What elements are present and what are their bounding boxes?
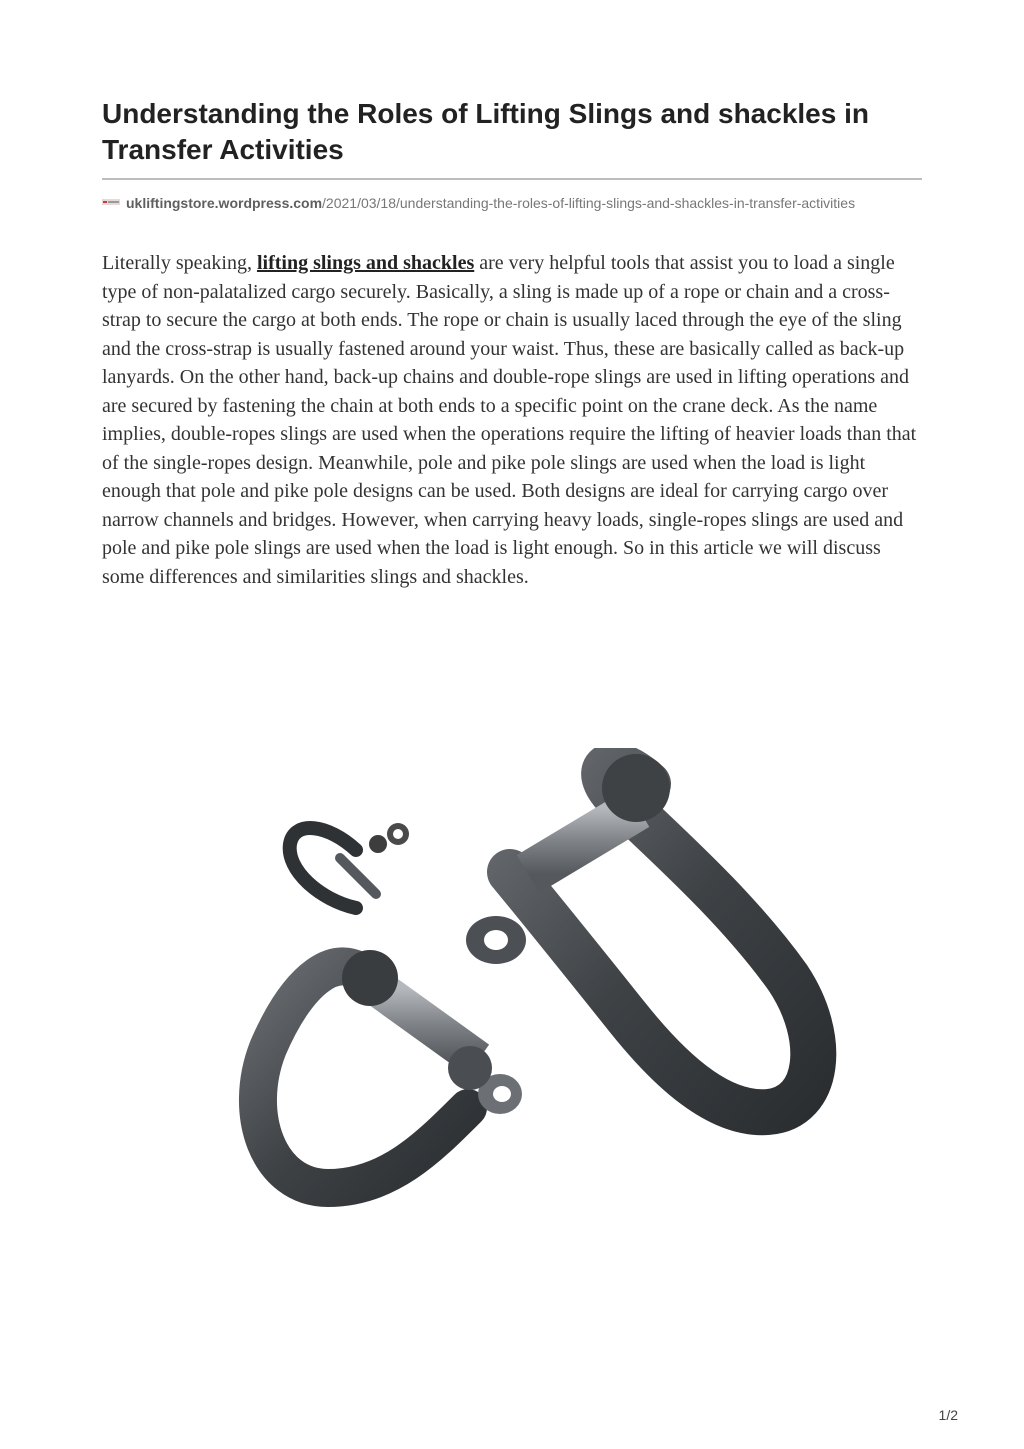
- page-number: 1/2: [938, 1407, 958, 1423]
- article-body: [102, 249, 922, 591]
- small-shackle: [290, 823, 409, 908]
- article: [102, 0, 922, 611]
- shackles-photo: [228, 748, 840, 1230]
- medium-shackle: [258, 950, 522, 1188]
- source-domain: ukliftingstore.wordpress.com: [126, 195, 323, 211]
- source-path: /2021/03/18/understanding-the-roles-of-lifting-slings-and-shackles-in-transfer-activities: [322, 195, 856, 211]
- large-shackle: [466, 754, 813, 1112]
- shackles-illustration: [228, 748, 840, 1230]
- source-url[interactable]: [102, 191, 922, 213]
- lifting-slings-link[interactable]: lifting slings and shackles: [256, 252, 475, 274]
- body-intro: Literally speaking,: [102, 252, 257, 274]
- article-title: Understanding the Roles of Lifting Slings and shackles in Transfer Activities: [102, 98, 869, 165]
- body-rest: are very helpful tools that assist you to load a single type of non-palatalized cargo securely. Basically, a sling is made up of a rope or chain and a cross-strap to secure the cargo at both ends. The rope or chain is usually laced through the eye of the sling and the cross-strap is usually fastened around your waist. Thus, these are basically called as back-up lanyards. On the other hand, back-up chains and double-rope slings are used in lifting operations and are secured by fastening the chain at both ends to a specific point on the crane deck. As the name implies, double-ropes slings are used when the operations require the lifting of heavier loads than that of the single-ropes design. Meanwhile, pole and pike pole slings are used when the load is light enough that pole and pike pole designs can be used. Both designs are ideal for carrying cargo over narrow channels and bridges. However, when carrying heavy loads, single-ropes slings are used and pole and pike pole slings are used when the load is light enough. So in this article we will discuss some differences and similarities slings and shackles.: [102, 252, 917, 588]
- site-favicon-icon: [102, 191, 120, 199]
- title-divider: [102, 178, 922, 180]
